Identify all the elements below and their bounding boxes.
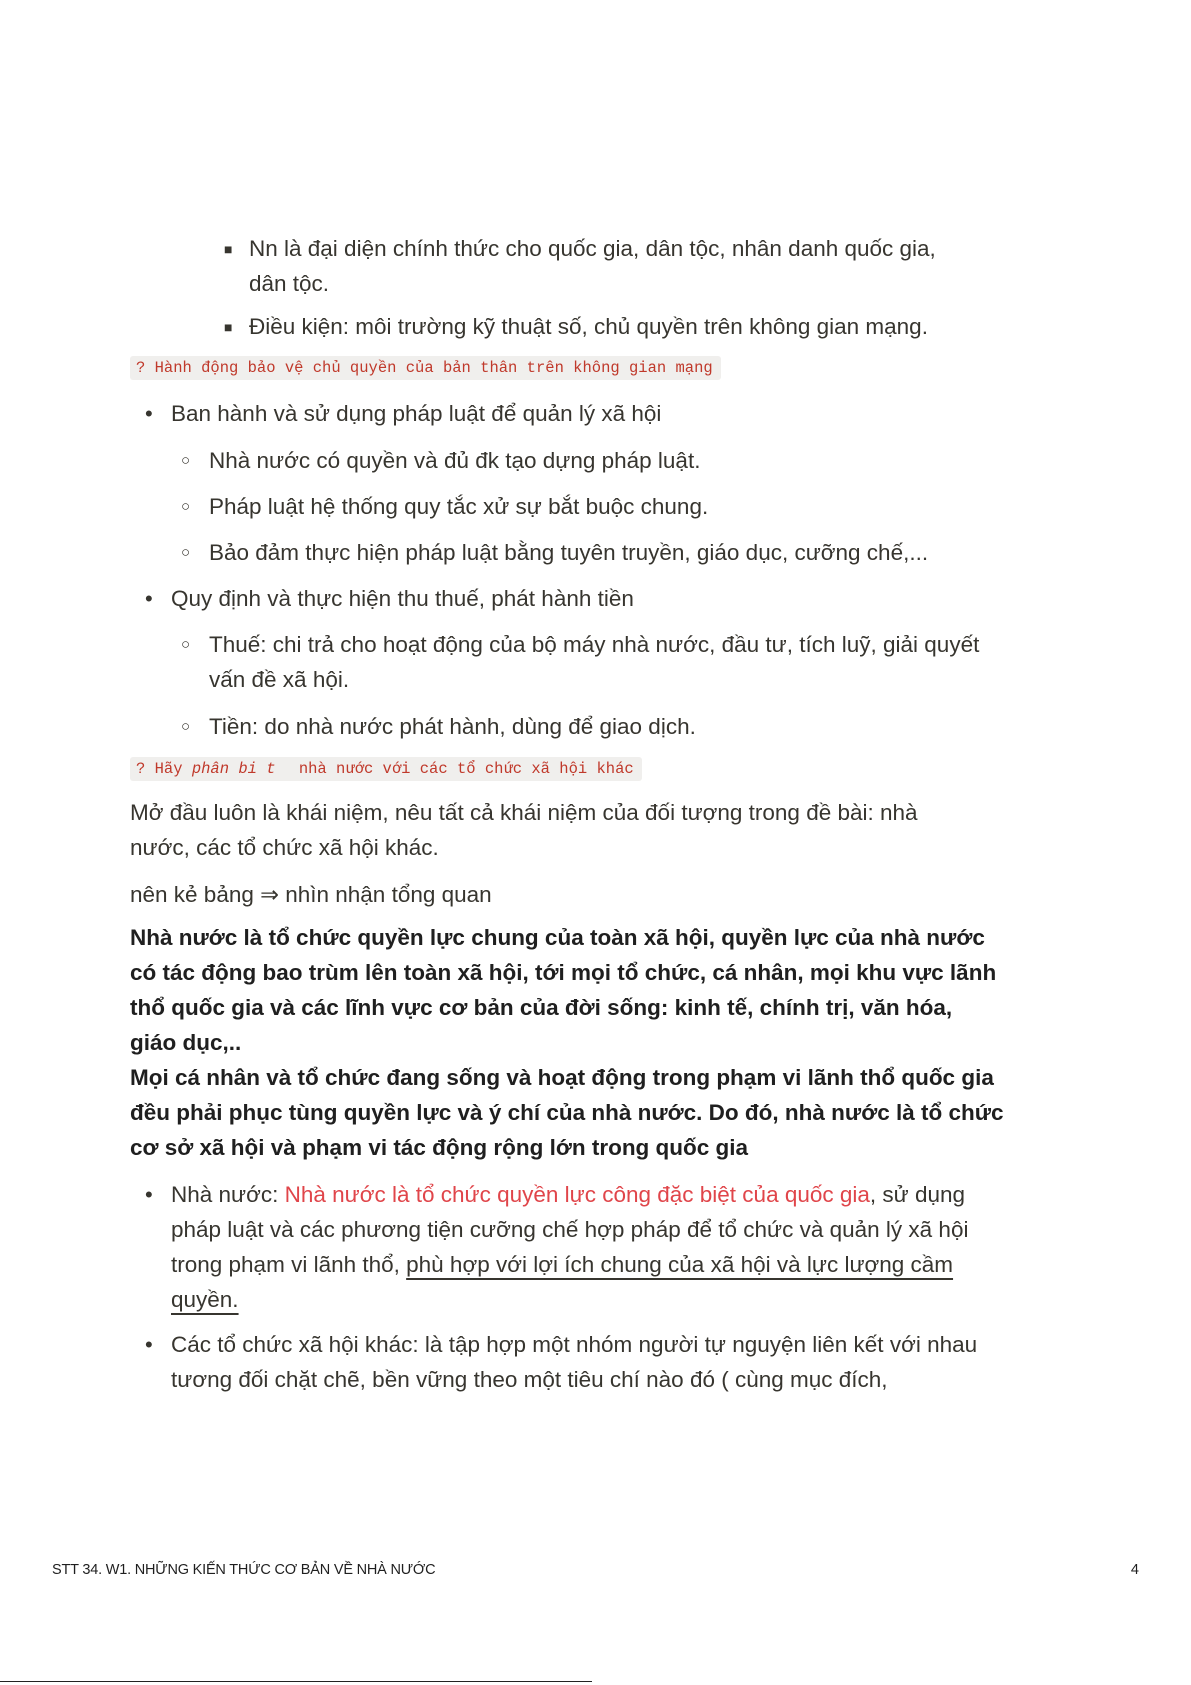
bold-paragraph [130, 1060, 1010, 1165]
question-callout [130, 347, 1060, 382]
paragraph [130, 877, 1060, 912]
square-bullet-icon: ■ [224, 319, 233, 335]
list-item-text: Ban hành và sử dụng pháp luật để quản lý xã hội [171, 401, 662, 426]
circle-bullet-icon: ○ [181, 544, 191, 561]
list-item [140, 309, 1060, 344]
list-item-text: Nn là đại diện chính thức cho quốc gia, dân tộc, nhân danh quốc gia, dân tộc. [249, 236, 936, 296]
circle-bullet-icon: ○ [181, 498, 191, 515]
underlined-text: phù hợp với lợi ích chung của xã hội và lực lượng cầm quyền. [171, 1252, 954, 1312]
list-item-text: Nhà nước có quyền và đủ đk tạo dựng pháp luật. [209, 448, 701, 473]
list-item-text: Bảo đảm thực hiện pháp luật bằng tuyên truyền, giáo dục, cưỡng chế,... [209, 540, 929, 565]
list-item-text: Tiền: do nhà nước phát hành, dùng để giao dịch. [209, 714, 696, 739]
list-item-text: Điều kiện: môi trường kỹ thuật số, chủ quyền trên không gian mạng. [249, 314, 928, 339]
list-item [140, 581, 1060, 616]
paragraph-text: Nhà nước là tổ chức quyền lực chung của toàn xã hội, quyền lực của nhà nước có tác động bao trùm lên toàn xã hội, tới mọi tổ chức, cá nhân, mọi khu vực lãnh thổ quốc gia và các lĩnh vực cơ bản của đời sống: kinh tế, chính trị, văn hóa, giáo dục,.. [130, 925, 997, 1055]
list-item-text: Quy định và thực hiện thu thuế, phát hành tiền [171, 586, 634, 611]
square-bullet-icon: ■ [224, 241, 233, 257]
disc-bullet-icon: • [145, 1332, 153, 1357]
page-content [130, 231, 1060, 1397]
list-item [140, 535, 1060, 570]
list-item-label: Nhà nước: [171, 1182, 285, 1207]
page-number: 4 [1130, 1562, 1139, 1578]
paragraph [130, 795, 970, 865]
disc-bullet-icon: • [145, 1182, 153, 1207]
bold-paragraph [130, 920, 1000, 1060]
question-callout [130, 748, 1060, 783]
code-text: ? Hãy [136, 760, 192, 778]
list-item [140, 709, 1060, 744]
list-item [140, 231, 1060, 297]
page-edge-line [0, 1681, 592, 1682]
list-item [140, 627, 1060, 697]
paragraph-text: nên kẻ bảng ⇒ nhìn nhận tổng quan [130, 882, 492, 907]
inline-code: ? Hành động bảo vệ chủ quyền của bản thân trên không gian mạng [130, 356, 721, 380]
list-item-text: , sử dụng pháp luật và các phương tiện cưỡng chế hợp pháp để tổ chức và quản lý xã hội trong phạm vi lãnh thổ, [171, 1182, 969, 1277]
highlighted-definition: Nhà nước là tổ chức quyền lực công đặc biệt của quốc gia [284, 1182, 870, 1207]
list-item [140, 443, 1060, 478]
list-item [140, 1327, 1011, 1397]
list-item-text: Các tổ chức xã hội khác: là tập hợp một nhóm người tự nguyện liên kết với nhau tương đối chặt chẽ, bền vững theo một tiêu chí nào đó ( cùng mục đích, [171, 1332, 978, 1392]
circle-bullet-icon: ○ [181, 718, 191, 735]
circle-bullet-icon: ○ [181, 452, 191, 469]
code-italic-text: phân bi t [191, 760, 276, 778]
list-item-text: Thuế: chi trả cho hoạt động của bộ máy nhà nước, đầu tư, tích luỹ, giải quyết vấn đề xã hội. [209, 632, 980, 692]
list-item-text: Pháp luật hệ thống quy tắc xử sự bắt buộc chung. [209, 494, 709, 519]
paragraph-text: Mọi cá nhân và tổ chức đang sống và hoạt động trong phạm vi lãnh thổ quốc gia đều phải phục tùng quyền lực và ý chí của nhà nước. Do đó, nhà nước là tổ chức cơ sở xã hội và phạm vi tác động rộng lớn trong quốc gia [130, 1065, 1004, 1160]
disc-bullet-icon: • [145, 586, 153, 611]
list-item [140, 1177, 1001, 1317]
code-text: nhà nước với các tổ chức xã hội khác [289, 760, 634, 778]
list-item [140, 396, 1060, 431]
paragraph-text: Mở đầu luôn là khái niệm, nêu tất cả khái niệm của đối tượng trong đề bài: nhà nước, các tổ chức xã hội khác. [130, 800, 918, 860]
footer-title: STT 34. W1. NHỮNG KIẾN THỨC CƠ BẢN VỀ NHÀ NƯỚC [52, 1562, 436, 1578]
list-item [140, 489, 1060, 524]
circle-bullet-icon: ○ [181, 636, 191, 653]
disc-bullet-icon: • [145, 401, 153, 426]
inline-code [130, 757, 642, 781]
